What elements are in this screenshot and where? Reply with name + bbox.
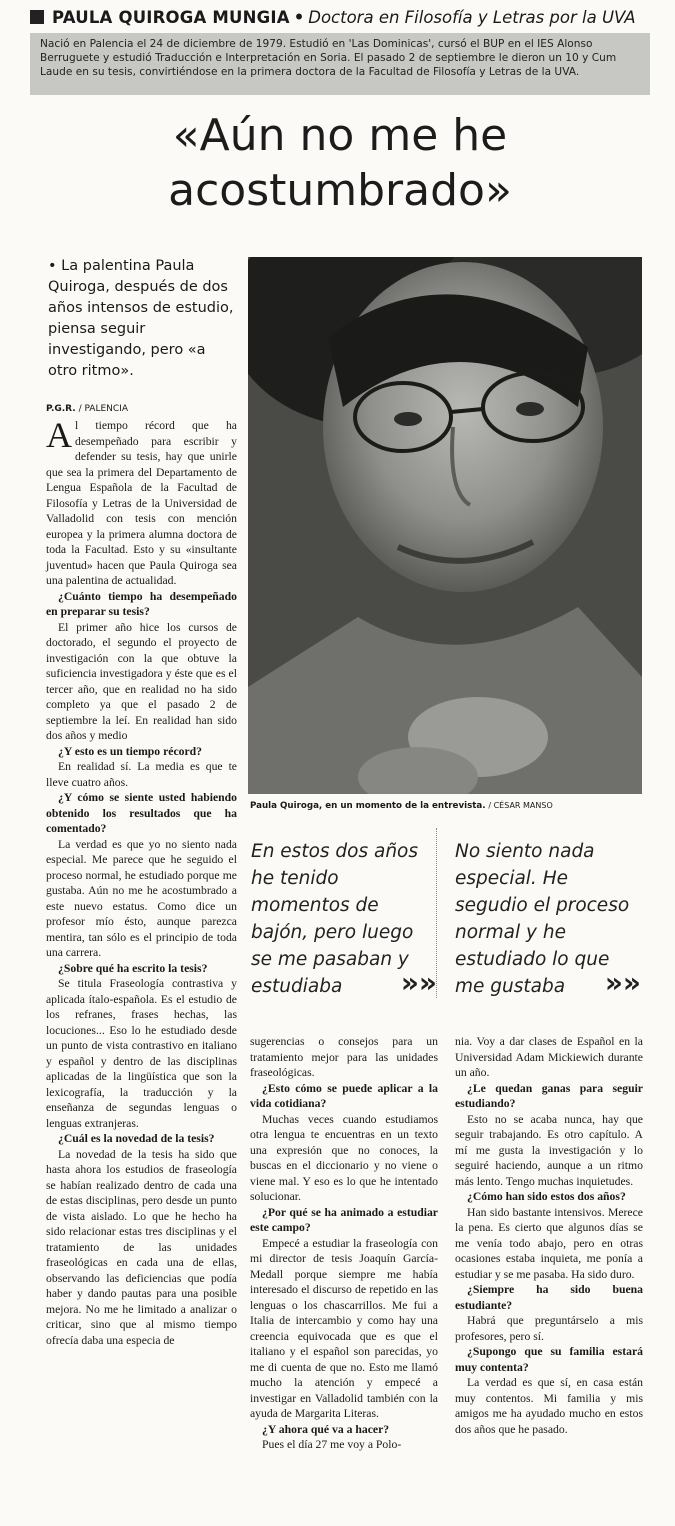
headline: «Aún no me he acostumbrado» bbox=[168, 110, 512, 216]
interview-question: ¿Cuál es la novedad de la tesis? bbox=[58, 1132, 215, 1145]
interview-question: ¿Y cómo se siente usted habiendo obtenido los resultados que ha comentado? bbox=[46, 791, 237, 835]
interview-answer: Han sido bastante intensivos. Merece la pena. Es cierto que algunos días se me venía todo abajo, pero en otras ocasiones estaba inquieta, me ponía a estudiar y se me pasaba. Ha sido duro. bbox=[455, 1205, 643, 1281]
interviewee-name: PAULA QUIROGA MUNGIA bbox=[52, 7, 290, 27]
byline bbox=[46, 404, 246, 414]
interview-answer: Empecé a estudiar la fraseología con mi director de tesis Joaquín García-Medall porque siempre me había interesado el discurso de repetido en las lenguas o los chascarrillos. Me fui a Italia de intercambio y como hay una creencia equivocada que es que el italiano y el español son parecidas, yo me di cuenta de que no. Esto me llamó mucho la atención y empecé a investigar en Valladolid también con la ayuda de Margarita Literas. bbox=[250, 1236, 438, 1420]
lead-text: l tiempo récord que ha desempeñado para escribir y defender su tesis, hay que unirle que sea la primera del Departamento de Lengua Española de la Facultad de Filosofía y Letras de la Universidad de Valladolid con tesis con mención europea y la primera alumna doctora de toda la Facultad. Esto y su «insultante juventud» hacen que Paula Quiroga sea una palentina de actualidad. bbox=[46, 419, 237, 587]
interview-answer: El primer año hice los cursos de doctorado, el segundo el proyecto de investigación con la que obtuve la suficiencia investigadora y éste que es el tercer año, que en realidad no ha sido completo ya que el pasado 2 de septiembre la leí. En realidad han sido dos años y medio bbox=[46, 620, 237, 742]
body-column-1 bbox=[46, 415, 237, 1348]
caption-text: Paula Quiroga, en un momento de la entrevista. bbox=[250, 801, 486, 811]
header-separator: • bbox=[293, 7, 305, 27]
interview-answer: En realidad sí. La media es que te lleve cuatro años. bbox=[46, 760, 237, 789]
interview-answer: Habrá que preguntárselo a mis profesores, pero sí. bbox=[455, 1314, 643, 1343]
interview-question: ¿Siempre ha sido buena estudiante? bbox=[455, 1283, 643, 1312]
interview-photo bbox=[248, 257, 642, 794]
bio-box: Nació en Palencia el 24 de diciembre de 1979. Estudió en 'Las Dominicas', cursó el BUP en el IES Alonso Berruguete y estudió Traducción e Interpretación en Soria. El pasado 2 de septiembre le dieron un 10 y Cum Laude en su tesis, convirtiéndose en la primera doctora de la Facultad de Filosofía y Letras de la UVA. bbox=[30, 33, 650, 95]
byline-author: P.G.R. bbox=[46, 404, 76, 414]
interview-answer-continued: nia. Voy a dar clases de Español en la Universidad Adam Mickiewich durante un año. bbox=[455, 1035, 643, 1079]
interview-answer: Pues el día 27 me voy a Polo- bbox=[262, 1438, 402, 1451]
interview-question: ¿Y esto es un tiempo récord? bbox=[58, 744, 203, 758]
interview-question: ¿Le quedan ganas para seguir estudiando? bbox=[455, 1081, 643, 1110]
interview-question: ¿Cuánto tiempo ha desempeñado en preparar su tesis? bbox=[46, 589, 237, 618]
pull-quote-2 bbox=[455, 838, 641, 1000]
interview-question: ¿Sobre qué ha escrito la tesis? bbox=[58, 961, 208, 975]
interview-question: ¿Supongo que su familia estará muy contenta? bbox=[455, 1345, 643, 1374]
interview-answer: Esto no se acaba nunca, hay que seguir trabajando. Es otro capítulo. A mí me gusta la investigación y lo seguiré haciendo, aunque a un ritmo más lento. Tengo muchas inquietudes. bbox=[455, 1112, 643, 1188]
byline-place: / PALENCIA bbox=[78, 404, 128, 414]
body-column-2 bbox=[250, 1034, 438, 1453]
photo-credit: / CÉSAR MANSO bbox=[488, 801, 553, 810]
interviewee-description: Doctora en Filosofía y Letras por la UVA bbox=[308, 7, 636, 27]
interview-question: ¿Esto cómo se puede aplicar a la vida cotidiana? bbox=[250, 1081, 438, 1110]
lede: • La palentina Paula Quiroga, después de dos años intensos de estudio, piensa seguir investigando, pero «a otro ritmo». bbox=[48, 258, 234, 379]
pull-quote-1 bbox=[251, 838, 437, 1000]
square-bullet-icon bbox=[30, 10, 44, 24]
photo-caption bbox=[250, 800, 650, 812]
interview-question: ¿Y ahora qué va a hacer? bbox=[262, 1422, 390, 1436]
section-header bbox=[30, 4, 650, 30]
interview-answer: La verdad es que sí, en casa están muy contentos. Mi familia y mis amigos me ha ayudado mucho en estos dos años que he pasado. bbox=[455, 1376, 643, 1436]
interview-question: ¿Por qué se ha animado a estudiar este campo? bbox=[250, 1205, 438, 1234]
interview-answer-continued: sugerencias o consejos para un tratamiento mejor para las unidades fraseológicas. bbox=[250, 1035, 438, 1079]
drop-cap: A bbox=[46, 415, 72, 455]
double-chevron-icon: »» bbox=[604, 966, 641, 999]
portrait-illustration bbox=[248, 257, 642, 794]
interview-answer: La novedad de la tesis ha sido que hasta ahora los estudios de fraseología se habían realizado dentro de cada una de estas disciplinas, pero desde un punto de vista aislado. Lo que he hecho ha sido relacionar estas tres disciplinas y el tratamiento de las unidades fraseológicas en cada una de ellas, observando las deficiencias que podía haber y dando pautas para una posible mejora. No me he limitado a analizar o criticar, sino que al mismo tiempo ofrecía daba una especia de bbox=[46, 1147, 237, 1347]
double-chevron-icon: »» bbox=[400, 966, 437, 999]
interview-answer: Muchas veces cuando estudiamos otra lengua te encuentras en un texto una expresión que no conoces, la buscas en el diccionario y no viene o viene mal. Y eso es lo que he intentado solucionar. bbox=[250, 1112, 438, 1203]
interview-answer: La verdad es que yo no siento nada especial. Me parece que he seguido el proceso normal, he estudiado porque me gustaba. Aún no me he acostumbrado a este nuevo estatus. Como dice un profesor mío ésto, aunque parezca mentira, tan sólo es el principio de toda una carrera. bbox=[46, 837, 237, 959]
body-column-3 bbox=[455, 1034, 643, 1437]
pull-quote-1-text: En estos dos años he tenido momentos de bajón, pero luego se me pasaban y estudiaba bbox=[251, 841, 419, 997]
lead-paragraph bbox=[46, 415, 237, 589]
interview-question: ¿Cómo han sido estos dos años? bbox=[467, 1190, 626, 1203]
pull-quote-2-text: No siento nada especial. He segudio el proceso normal y he estudiado lo que me gustaba bbox=[455, 841, 630, 997]
interview-answer: Se titula Fraseología contrastiva y aplicada ítalo-española. Es el estudio de los refranes, frases hechas, las locuciones... Eso lo he estudiado desde un punto de vista contrastivo en italiano y español y dentro de las disciplinas aplicadas de la lingüística que son la lexicografía, la traducción y la enseñanza de segundas lenguas o lenguas extranjeras. bbox=[46, 977, 237, 1130]
